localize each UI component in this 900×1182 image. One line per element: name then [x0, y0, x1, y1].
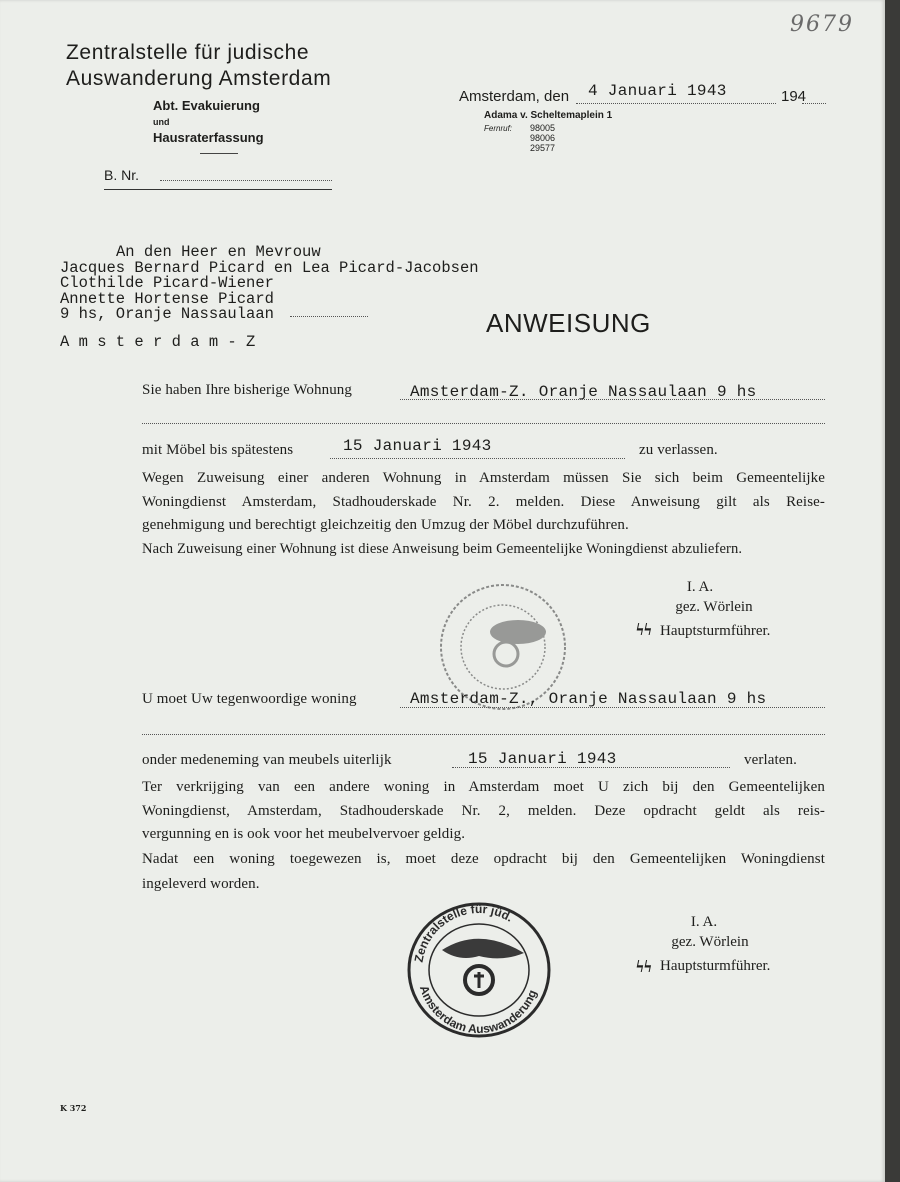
dutch-line-e: ingeleverd worden. — [142, 876, 260, 892]
german-ss-runes: ϟϟ — [636, 620, 652, 639]
dept-underline — [200, 153, 238, 154]
document-heading: ANWEISUNG — [486, 308, 651, 338]
phone-label: Fernruf: — [484, 124, 513, 133]
recipient-line: Jacques Bernard Picard en Lea Picard-Jacobsen — [60, 258, 479, 277]
dept-und: und — [153, 117, 170, 127]
recipient-line: 9 hs, Oranje Nassaulaan — [60, 305, 274, 323]
org-name-line1: Zentralstelle für judische — [66, 41, 310, 64]
dutch-line1-dotted — [400, 707, 825, 708]
year-dotted-line — [802, 103, 826, 104]
dutch-deadline-dotted — [452, 767, 730, 768]
dateline-year: 194 — [781, 88, 807, 105]
recipient-block — [60, 245, 479, 350]
german-line1-dotted — [400, 399, 825, 400]
archive-number: 9679 — [790, 12, 854, 37]
bnr-label: B. Nr. — [104, 167, 140, 183]
phone-number: 98006 — [530, 133, 556, 143]
recipient-salutation: An den Heer en Mevrouw — [116, 243, 321, 261]
dutch-line1-label: U moet Uw tegenwoordige woning — [142, 691, 357, 707]
dutch-ss-runes: ϟϟ — [636, 957, 652, 976]
recipient-dotted-line — [290, 316, 368, 317]
dutch-deadline: 15 Januari 1943 — [468, 750, 617, 768]
german-deadline-dotted — [330, 458, 625, 459]
german-paragraph-line: genehmigung und berechtigt gleichzeitig den Umzug der Möbel durchzuführen. — [142, 517, 629, 533]
dutch-line2-suffix: verlaten. — [744, 752, 797, 768]
dutch-sig-ia: I. A. — [690, 914, 718, 930]
dutch-paragraph — [142, 776, 825, 823]
dutch-line-d: Nadat een woning toegewezen is, moet deze opdracht bij den Gemeentelijken Woningdienst — [142, 851, 825, 867]
german-line1-value: Amsterdam-Z. Oranje Nassaulaan 9 hs — [410, 383, 757, 401]
german-sig-ia: I. A. — [686, 579, 714, 595]
german-line2-label: mit Möbel bis spätestens — [142, 442, 294, 458]
german-final-line: Nach Zuweisung einer Wohnung ist diese Anweisung beim Gemeentelijke Woningdienst abzuliefern. — [142, 541, 743, 557]
date-dotted-line — [576, 103, 776, 104]
german-line1b-dotted — [142, 423, 825, 424]
recipient-line: Annette Hortense Picard — [60, 289, 274, 308]
german-paragraph-line: Wegen Zuweisung einer anderen Wohnung in Amsterdam müssen Sie sich beim Gemeentelijke — [142, 470, 825, 486]
german-sig-rank: Hauptsturmführer. — [660, 623, 771, 639]
dutch-line1-value: Amsterdam-Z., Oranje Nassaulaan 9 hs — [410, 690, 767, 708]
german-paragraph — [142, 467, 825, 538]
stamp-bottom-text: Amsterdam Auswanderung — [416, 983, 540, 1037]
recipient-line: Clothilde Picard-Wiener — [60, 274, 274, 292]
official-stamp — [404, 898, 554, 1038]
stamp-top-text: Zentralstelle für jüd. — [411, 901, 516, 964]
dutch-paragraph-line: Woningdienst, Amsterdam, Stadhouderskade Nr. 2, melden. Deze opdracht geldt als reis- — [142, 802, 825, 819]
sender-address: Adama v. Scheltemaplein 1 — [484, 110, 613, 121]
german-line2-suffix: zu verlassen. — [639, 442, 718, 458]
dutch-sig-rank: Hauptsturmführer. — [660, 958, 771, 974]
dutch-line-c: vergunning en is ook voor het meubelvervoer geldig. — [142, 826, 466, 842]
phone-numbers — [530, 123, 555, 153]
german-paragraph-line: Woningdienst Amsterdam, Stadhouderskade Nr. 2. melden. Diese Anweisung gilt als Reise- — [142, 493, 825, 510]
dateline-prefix: Amsterdam, den — [459, 88, 570, 105]
bnr-dotted-line — [160, 180, 332, 181]
german-deadline: 15 Januari 1943 — [343, 437, 492, 455]
dutch-sig-name: gez. Wörlein — [671, 934, 749, 950]
dutch-line1b-dotted — [142, 734, 825, 735]
bnr-rule — [104, 189, 332, 190]
german-sig-name: gez. Wörlein — [675, 599, 753, 615]
dutch-paragraph-line: Ter verkrijging van een andere woning in Amsterdam moet U zich bij den Gemeentelijken — [142, 779, 825, 795]
org-name-line2: Auswanderung Amsterdam — [66, 67, 332, 90]
dept-line2: Hausraterfassung — [153, 130, 264, 145]
phone-number: 98005 — [530, 123, 556, 133]
dept-line1: Abt. Evakuierung — [153, 98, 260, 113]
phone-number: 29577 — [530, 143, 556, 153]
form-code: K 372 — [60, 1103, 87, 1113]
recipient-city: A m s t e r d a m - Z — [60, 332, 256, 351]
letter-date: 4 Januari 1943 — [588, 82, 727, 100]
german-line1-label: Sie haben Ihre bisherige Wohnung — [142, 382, 352, 398]
dutch-line2-label: onder medeneming van meubels uiterlijk — [142, 752, 392, 768]
